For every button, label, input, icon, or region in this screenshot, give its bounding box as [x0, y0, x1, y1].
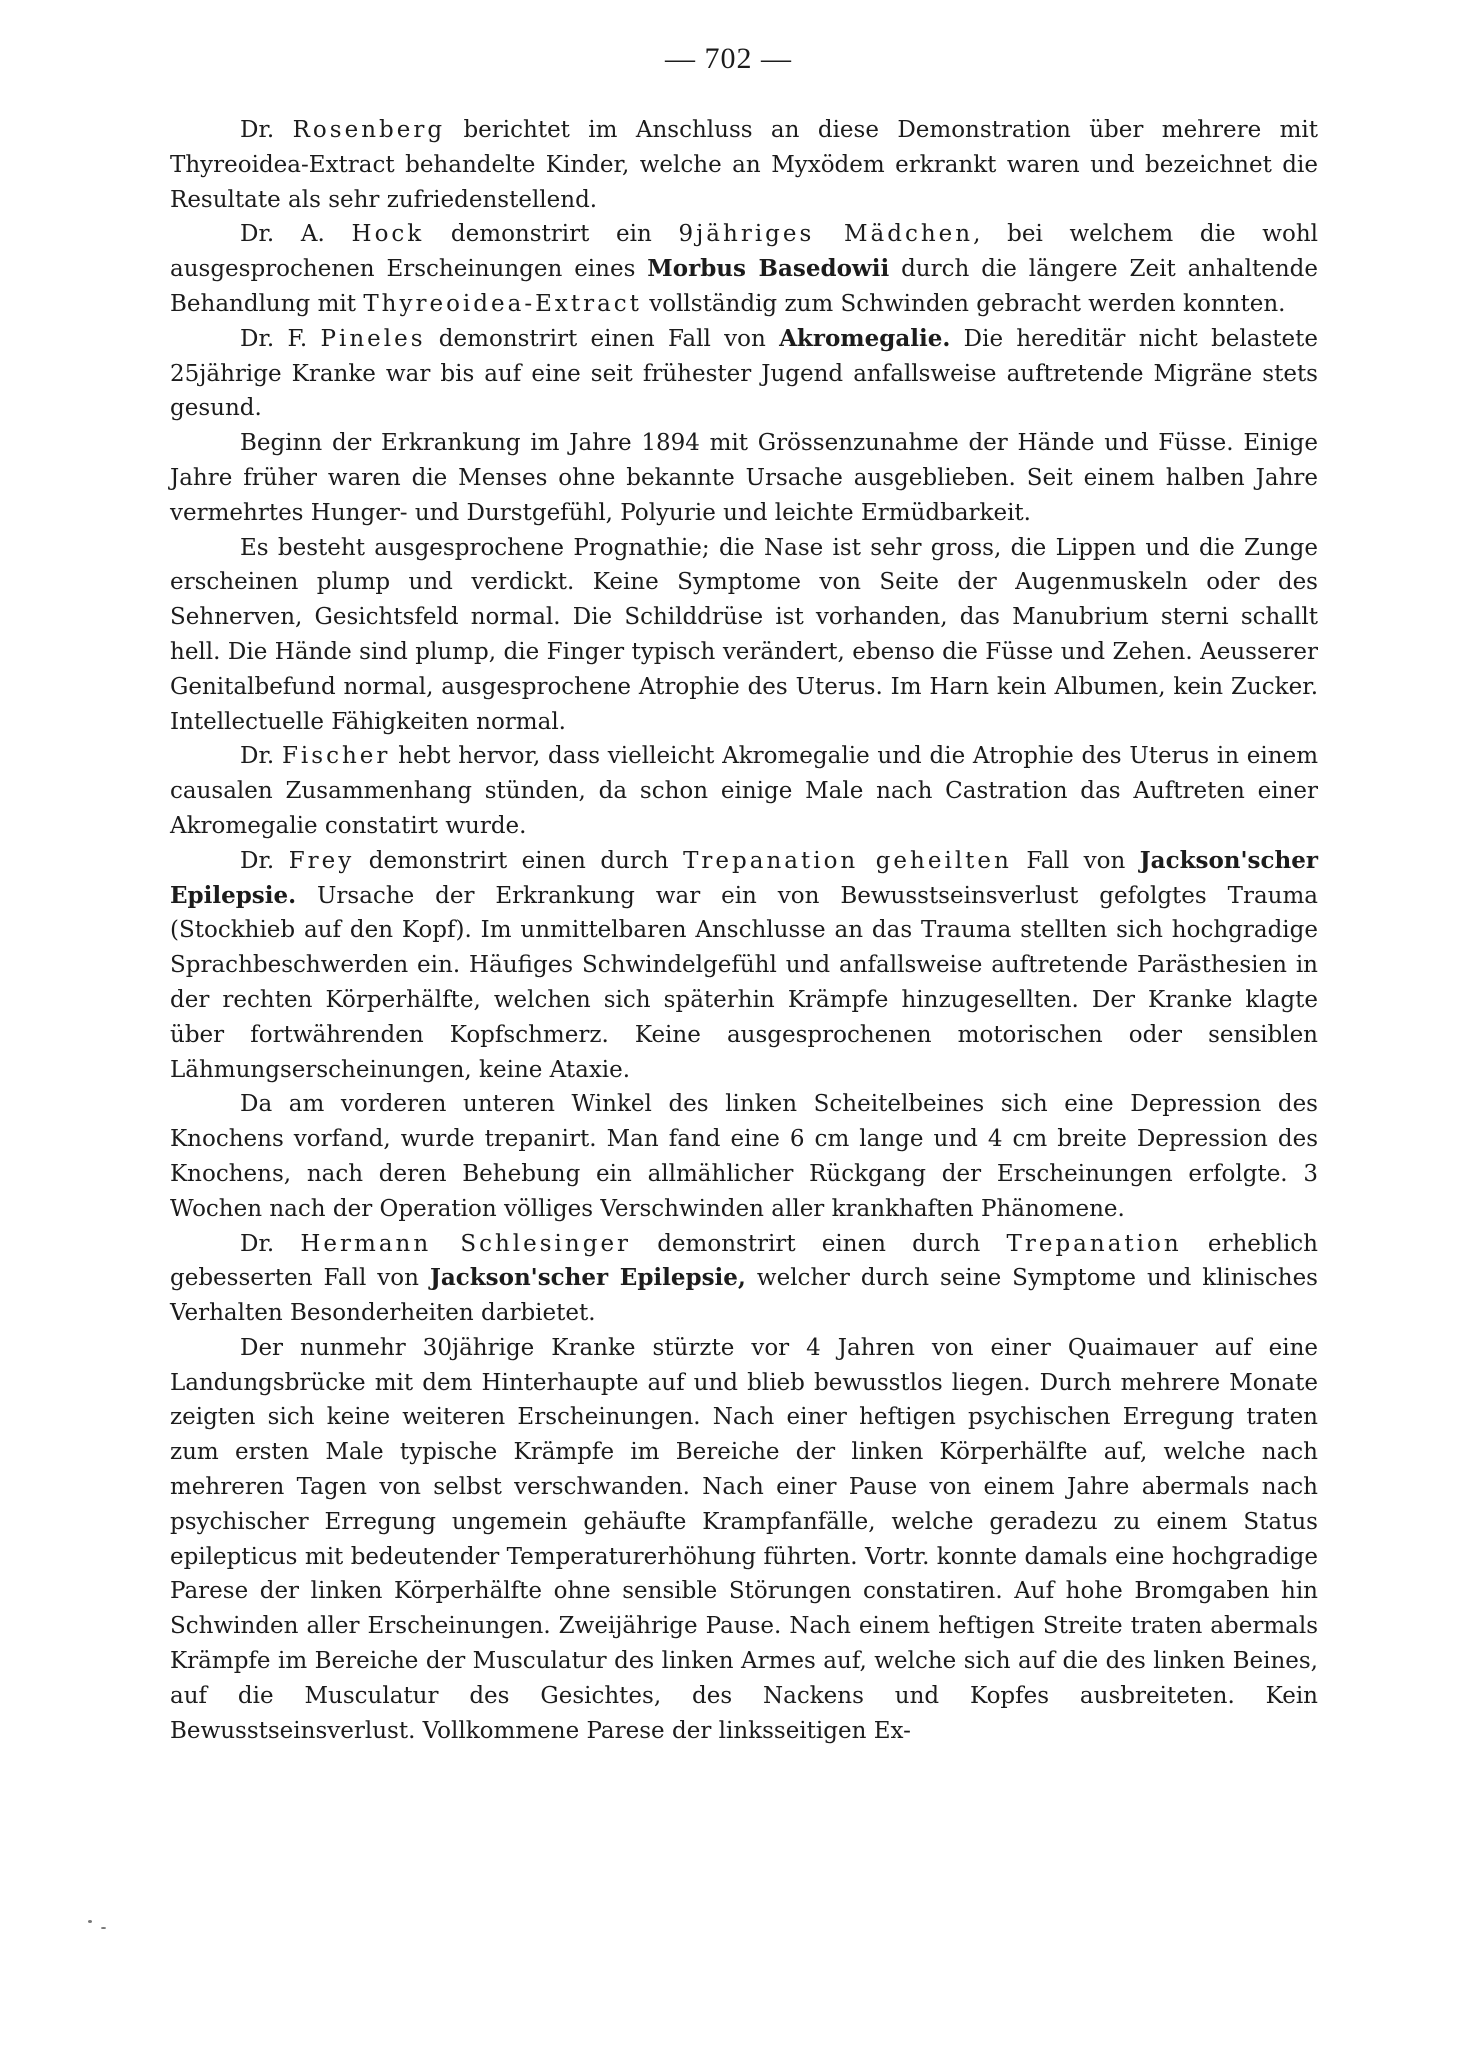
text-run: demonstrirt einen Fall von [425, 325, 780, 352]
text-run: Die hereditär nicht belastete 25jährige Kranke war bis auf eine seit frühester Jugend anfallsweise auftretende Migräne stets gesund. [170, 325, 1318, 422]
bold-term: Jackson'scher Epilepsie. [170, 846, 1318, 909]
text-run: Dr. [240, 1230, 301, 1257]
paragraph [170, 426, 1318, 530]
spaced-name: Thyreoidea-Extract [363, 290, 642, 317]
text-run: durch die längere Zeit anhaltende Behandlung mit [170, 256, 1318, 317]
text-run: Dr. [240, 847, 289, 874]
paragraph [170, 1227, 1318, 1331]
spaced-name: Fischer [281, 743, 391, 770]
spaced-name: Rosenberg [292, 117, 446, 143]
paragraph [170, 844, 1318, 1088]
text-run: Fall von [1011, 847, 1140, 874]
spaced-name: Trepanation geheilten [683, 847, 1012, 874]
text-run: demonstrirt ein [424, 221, 679, 248]
paragraph [170, 1087, 1318, 1226]
spaced-name: Pineles [320, 325, 426, 352]
bold-term: Morbus Basedowii [647, 255, 890, 283]
bold-term: Akromegalie. [779, 324, 951, 352]
paragraph [170, 739, 1318, 843]
paragraph [170, 322, 1318, 426]
spaced-name: Hock [351, 221, 425, 248]
text-run: welcher durch seine Symptome und klinisches Verhalten Besonderheiten darbietet. [170, 1265, 1318, 1327]
spaced-name: 9jähriges Mädchen [678, 221, 974, 248]
text-run: vollständig zum Schwinden gebracht werden konnten. [641, 290, 1286, 317]
text-run: Ursache der Erkrankung war ein von Bewusstseinsverlust gefolgtes Trauma (Stockhieb auf den Kopf). Im unmittelbaren Anschlusse an das Trauma stellten sich hochgradige Sprachbeschwerden ein. Häufiges Schwindelgefühl und anfallsweise auftretende Parästhesien in der rechten Körperhälfte, welchen sich späterhin Krämpfe hinzugesellten. Der Kranke klagte über fortwährenden Kopfschmerz. Keine ausgesprochenen motorischen oder sensiblen Lähmungserscheinungen, keine Ataxie. [170, 882, 1318, 1083]
paragraph [170, 1331, 1318, 1749]
text-run: Dr. [240, 743, 282, 770]
paragraph [170, 217, 1318, 321]
text-run: berichtet im Anschluss an diese Demonstration über mehrere mit Thyreoidea-Extract behandelte Kinder, welche an Myxödem erkrankt waren und bezeichnet die Resultate als sehr zufriedenstellend. [170, 117, 1319, 213]
text-run: demonstrirt einen durch [631, 1230, 1007, 1257]
text-run: , bei welchem die wohl ausgesprochenen Erscheinungen eines [170, 221, 1319, 283]
paragraph [170, 113, 1318, 217]
text-run: Dr. A. [240, 221, 352, 248]
scan-speck [101, 1927, 106, 1929]
text-run: Dr. [240, 117, 293, 143]
paragraph [170, 531, 1318, 740]
body-text [170, 113, 1318, 1748]
text-run: Beginn der Erkrankung im Jahre 1894 mit Grössenzunahme der Hände und Füsse. Einige Jahre früher waren die Menses ohne bekannte Ursache ausgeblieben. Seit einem halben Jahre vermehrtes Hunger- und Durstgefühl, Polyurie und leichte Ermüdbarkeit. [170, 430, 1318, 526]
scan-speck [88, 1920, 92, 1923]
text-run: erheblich gebesserten Fall von [170, 1230, 1318, 1292]
spaced-name: Hermann Schlesinger [300, 1230, 632, 1257]
text-run: Da am vorderen unteren Winkel des linken Scheitelbeines sich eine Depression des Knochens vorfand, wurde trepanirt. Man fand eine 6 cm lange und 4 cm breite Depression des Knochens, nach deren Behebung ein allmählicher Rückgang der Erscheinungen erfolgte. 3 Wochen nach der Operation völliges Verschwinden aller krankhaften Phänomene. [170, 1091, 1318, 1222]
page-number: — 702 — [665, 42, 792, 75]
text-run: demonstrirt einen durch [354, 847, 684, 874]
bold-term: Jackson'scher Epilepsie, [429, 1264, 746, 1292]
spaced-name: Trepanation [1006, 1230, 1182, 1257]
text-run: Dr. F. [240, 325, 321, 352]
text-run: Es besteht ausgesprochene Prognathie; die Nase ist sehr gross, die Lippen und die Zunge erscheinen plump und verdickt. Keine Symptome von Seite der Augenmuskeln oder des Sehnerven, Gesichtsfeld normal. Die Schilddrüse ist vorhanden, das Manubrium sterni schallt hell. Die Hände sind plump, die Finger typisch verändert, ebenso die Füsse und Zehen. Aeusserer Genitalbefund normal, ausgesprochene Atrophie des Uterus. Im Harn kein Albumen, kein Zucker. Intellectuelle Fähigkeiten normal. [170, 534, 1318, 735]
text-run: Der nunmehr 30jährige Kranke stürzte vor 4 Jahren von einer Quaimauer auf eine Landungsbrücke mit dem Hinterhaupte auf und blieb bewusstlos liegen. Durch mehrere Monate zeigten sich keine weiteren Erscheinungen. Nach einer heftigen psychischen Erregung traten zum ersten Male typische Krämpfe im Bereiche der linken Körperhälfte auf, welche nach mehreren Tagen von selbst verschwanden. Nach einer Pause von einem Jahre abermals nach psychischer Erregung ungemein gehäufte Krampfanfälle, welche geradezu zu einem Status epilepticus mit bedeutender Temperaturerhöhung führten. Vortr. konnte damals eine hochgradige Parese der linken Körperhälfte ohne sensible Störungen constatiren. Auf hohe Bromgaben hin Schwinden aller Erscheinungen. Zweijährige Pause. Nach einem heftigen Streite traten abermals Krämpfe im Bereiche der Musculatur des linken Armes auf, welche sich auf die des linken Beines, auf die Musculatur des Gesichtes, des Nackens und Kopfes ausbreiteten. Kein Bewusstseinsverlust. Vollkommene Parese der linksseitigen Ex- [170, 1334, 1318, 1744]
spaced-name: Frey [288, 847, 355, 874]
text-run: hebt hervor, dass vielleicht Akromegalie und die Atrophie des Uterus in einem causalen Zusammenhang stünden, da schon einige Male nach Castration das Auftreten einer Akromegalie constatirt wurde. [170, 743, 1319, 839]
